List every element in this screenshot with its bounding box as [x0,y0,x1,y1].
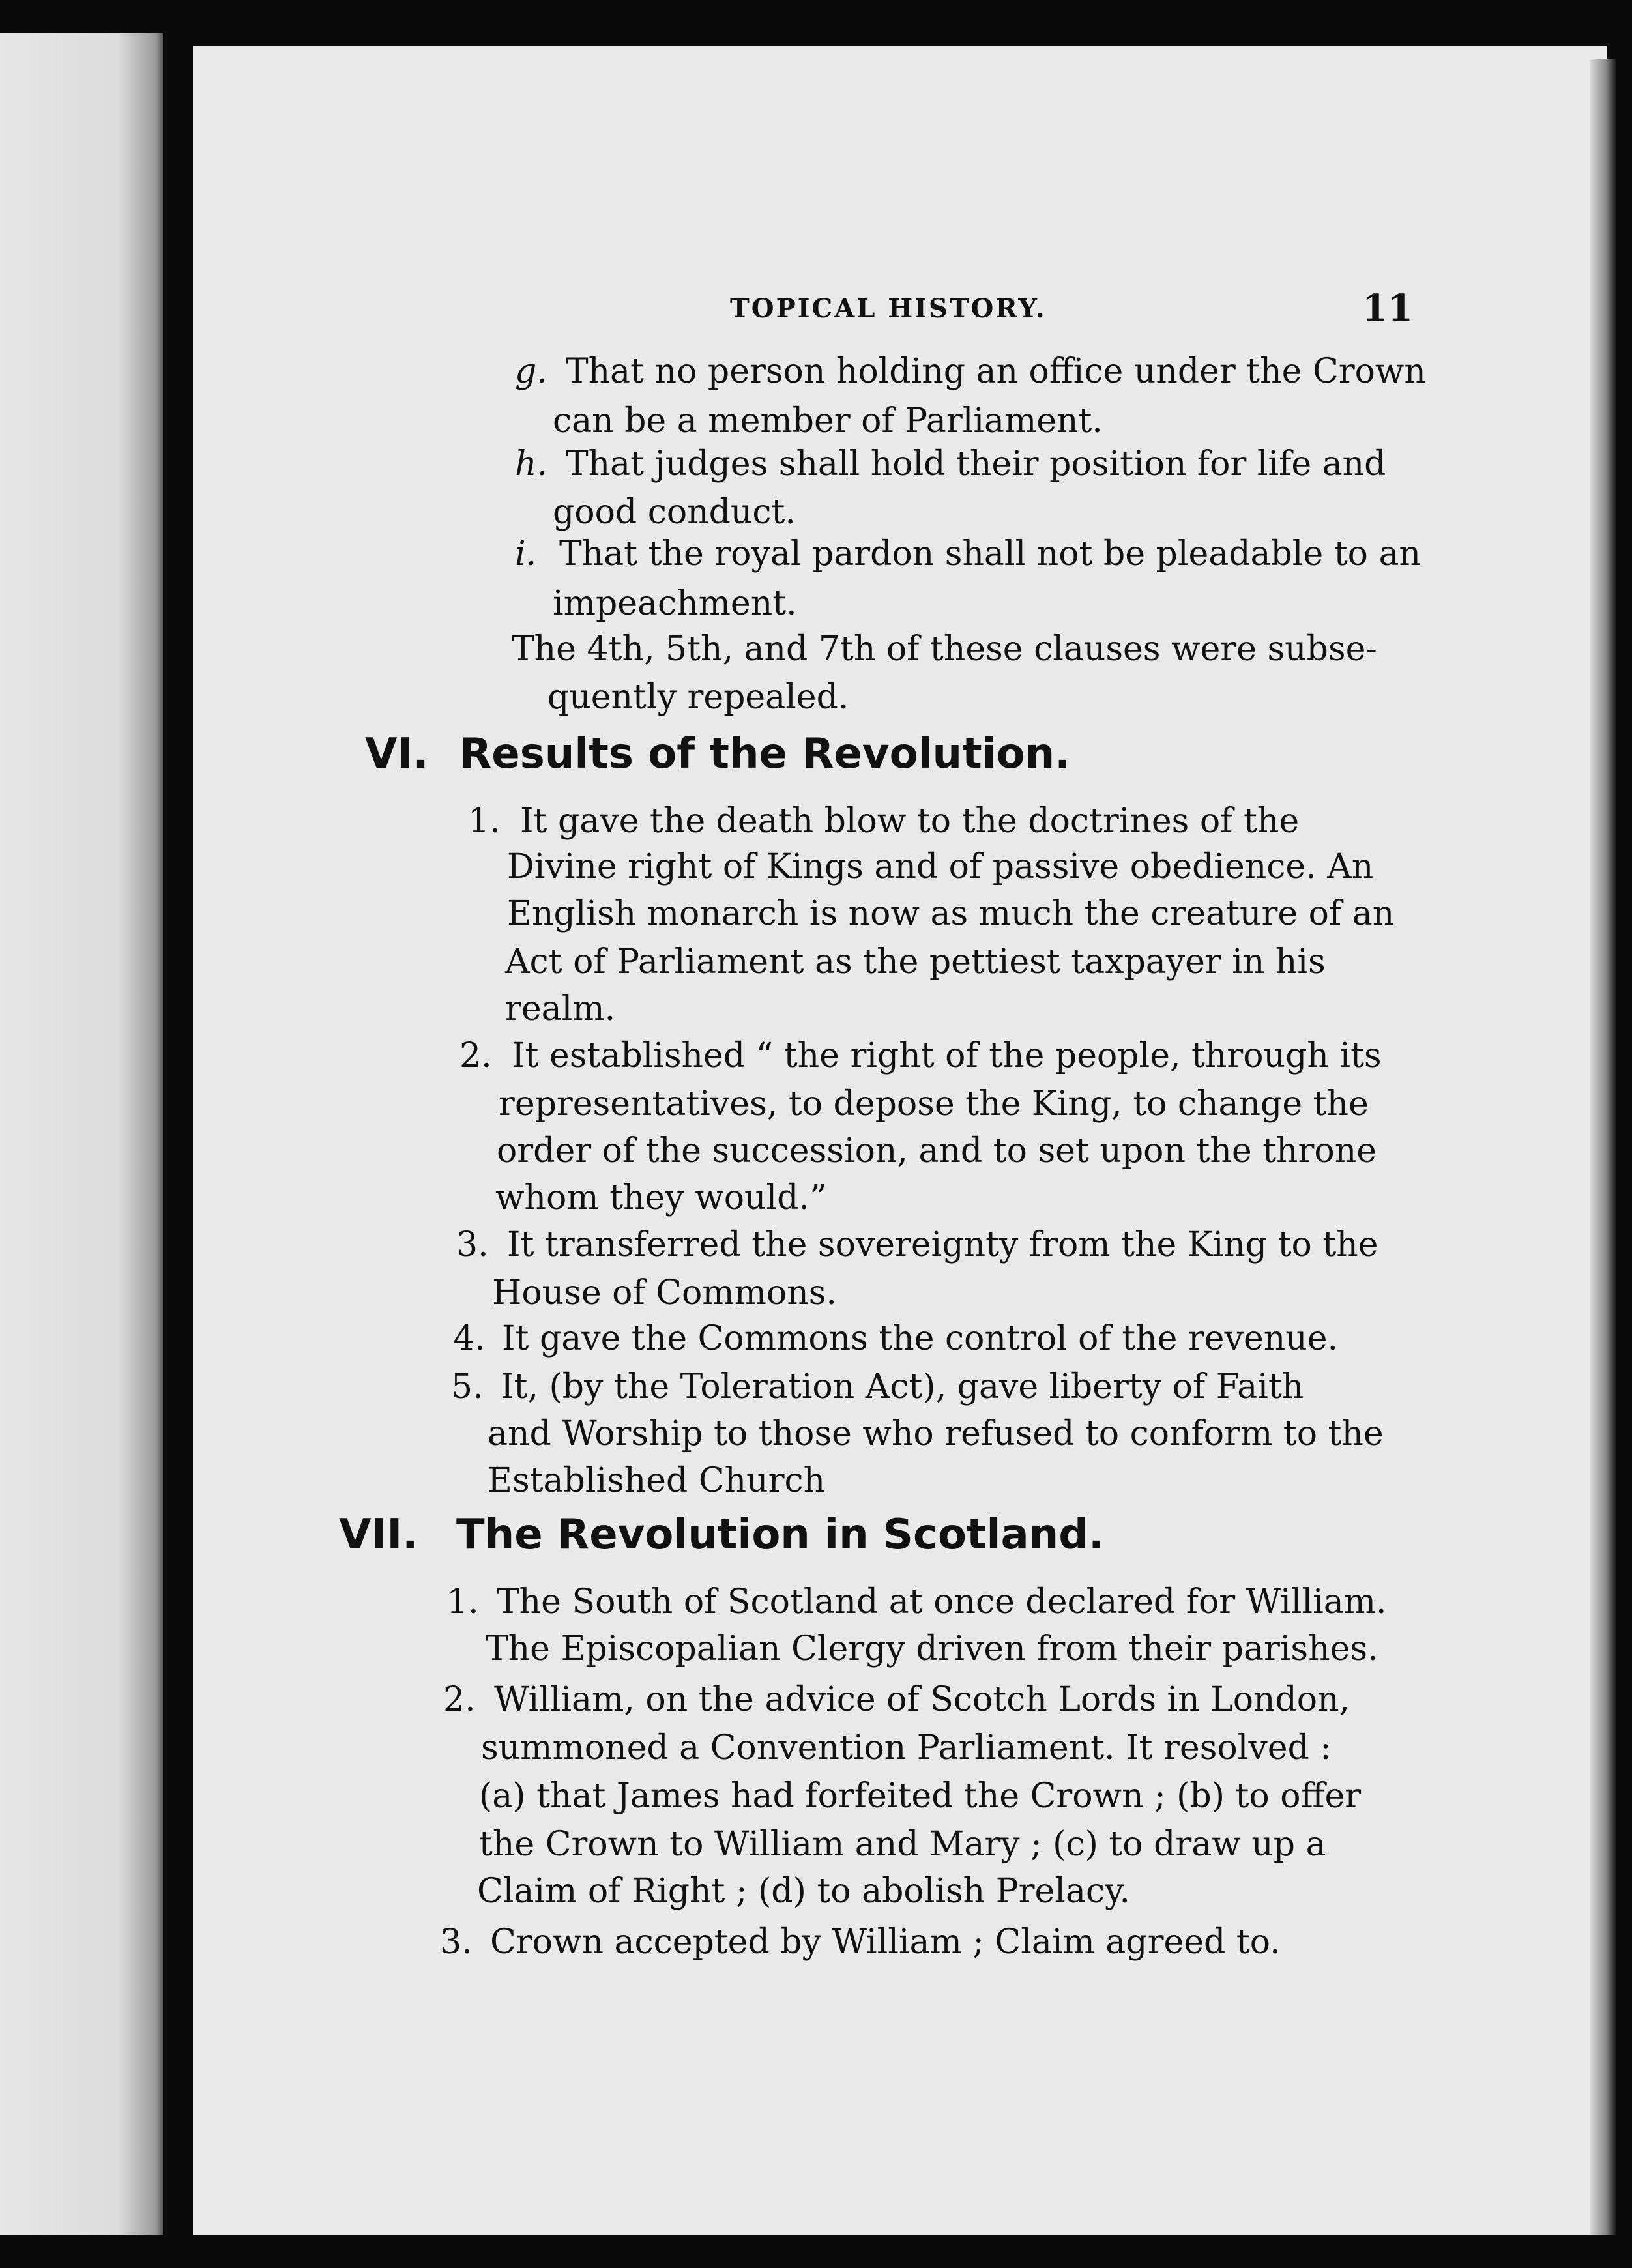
item-line: House of Commons. [492,1273,837,1313]
clause-line: impeachment. [553,584,797,623]
item-line: It established “ the right of the people, through its [512,1036,1382,1075]
clause-line: That the royal pardon shall not be pleadable to an [559,534,1421,574]
bottom-shadow [193,2235,1627,2268]
item-marker: 1. [468,802,501,841]
item-line: The Episcopalian Clergy driven from their parishes. [486,1629,1378,1668]
clause-marker: h. [515,444,548,484]
clause-line: can be a member of Parliament. [553,401,1103,441]
item-marker: 3. [456,1225,489,1264]
item-line: It, (by the Toleration Act), gave liberty of Faith [501,1367,1304,1406]
page-number: 11 [1362,287,1413,330]
item-line: The South of Scotland at once declared for William. [497,1582,1387,1621]
note-line: quently repealed. [547,678,849,717]
section-vi-numeral: VI. [365,730,429,778]
item-line: Crown accepted by William ; Claim agreed to. [490,1923,1281,1962]
item-line: William, on the advice of Scotch Lords in London, [494,1680,1350,1719]
item-line: and Worship to those who refused to conform to the [488,1414,1384,1453]
item-line: It transferred the sovereignty from the King to the [507,1225,1378,1264]
item-marker: 2. [459,1036,492,1075]
clause-line: That no person holding an office under the Crown [566,352,1426,391]
page-edge-shadow [1590,59,1616,2248]
item-marker: 4. [453,1319,486,1358]
clause-marker: g. [515,352,547,391]
item-line: Act of Parliament as the pettiest taxpayer in his [505,942,1326,981]
item-line: summoned a Convention Parliament. It resolved : [481,1728,1332,1767]
item-marker: 5. [451,1367,484,1406]
item-line: order of the succession, and to set upon the throne [497,1131,1377,1170]
note-line: The 4th, 5th, and 7th of these clauses were subse- [512,630,1377,669]
item-line: Claim of Right ; (d) to abolish Prelacy. [477,1872,1131,1911]
clause-line: good conduct. [553,493,796,532]
item-marker: 1. [446,1582,479,1621]
item-line: representatives, to depose the King, to change the [499,1084,1369,1124]
item-marker: 2. [443,1680,476,1719]
item-line: English monarch is now as much the creature of an [507,894,1395,933]
item-line: realm. [505,989,616,1028]
section-vii-title: The Revolution in Scotland. [456,1511,1105,1559]
item-line: whom they would.” [495,1178,827,1217]
item-line: It gave the Commons the control of the revenue. [502,1319,1339,1358]
item-line: It gave the death blow to the doctrines of the [520,802,1300,841]
section-vii-numeral: VII. [339,1511,418,1559]
clause-marker: i. [515,534,537,574]
item-line: (a) that James had forfeited the Crown ; (b) to offer [479,1777,1362,1816]
section-vi-title: Results of the Revolution. [459,730,1071,778]
item-marker: 3. [440,1923,473,1962]
item-line: the Crown to William and Mary ; (c) to draw up a [479,1825,1326,1864]
item-line: Divine right of Kings and of passive obedience. An [507,847,1374,886]
facing-page-edge [0,33,169,2235]
running-title: TOPICAL HISTORY. [730,293,1047,324]
clause-line: That judges shall hold their position for life and [566,444,1386,484]
item-line: Established Church [488,1461,826,1500]
